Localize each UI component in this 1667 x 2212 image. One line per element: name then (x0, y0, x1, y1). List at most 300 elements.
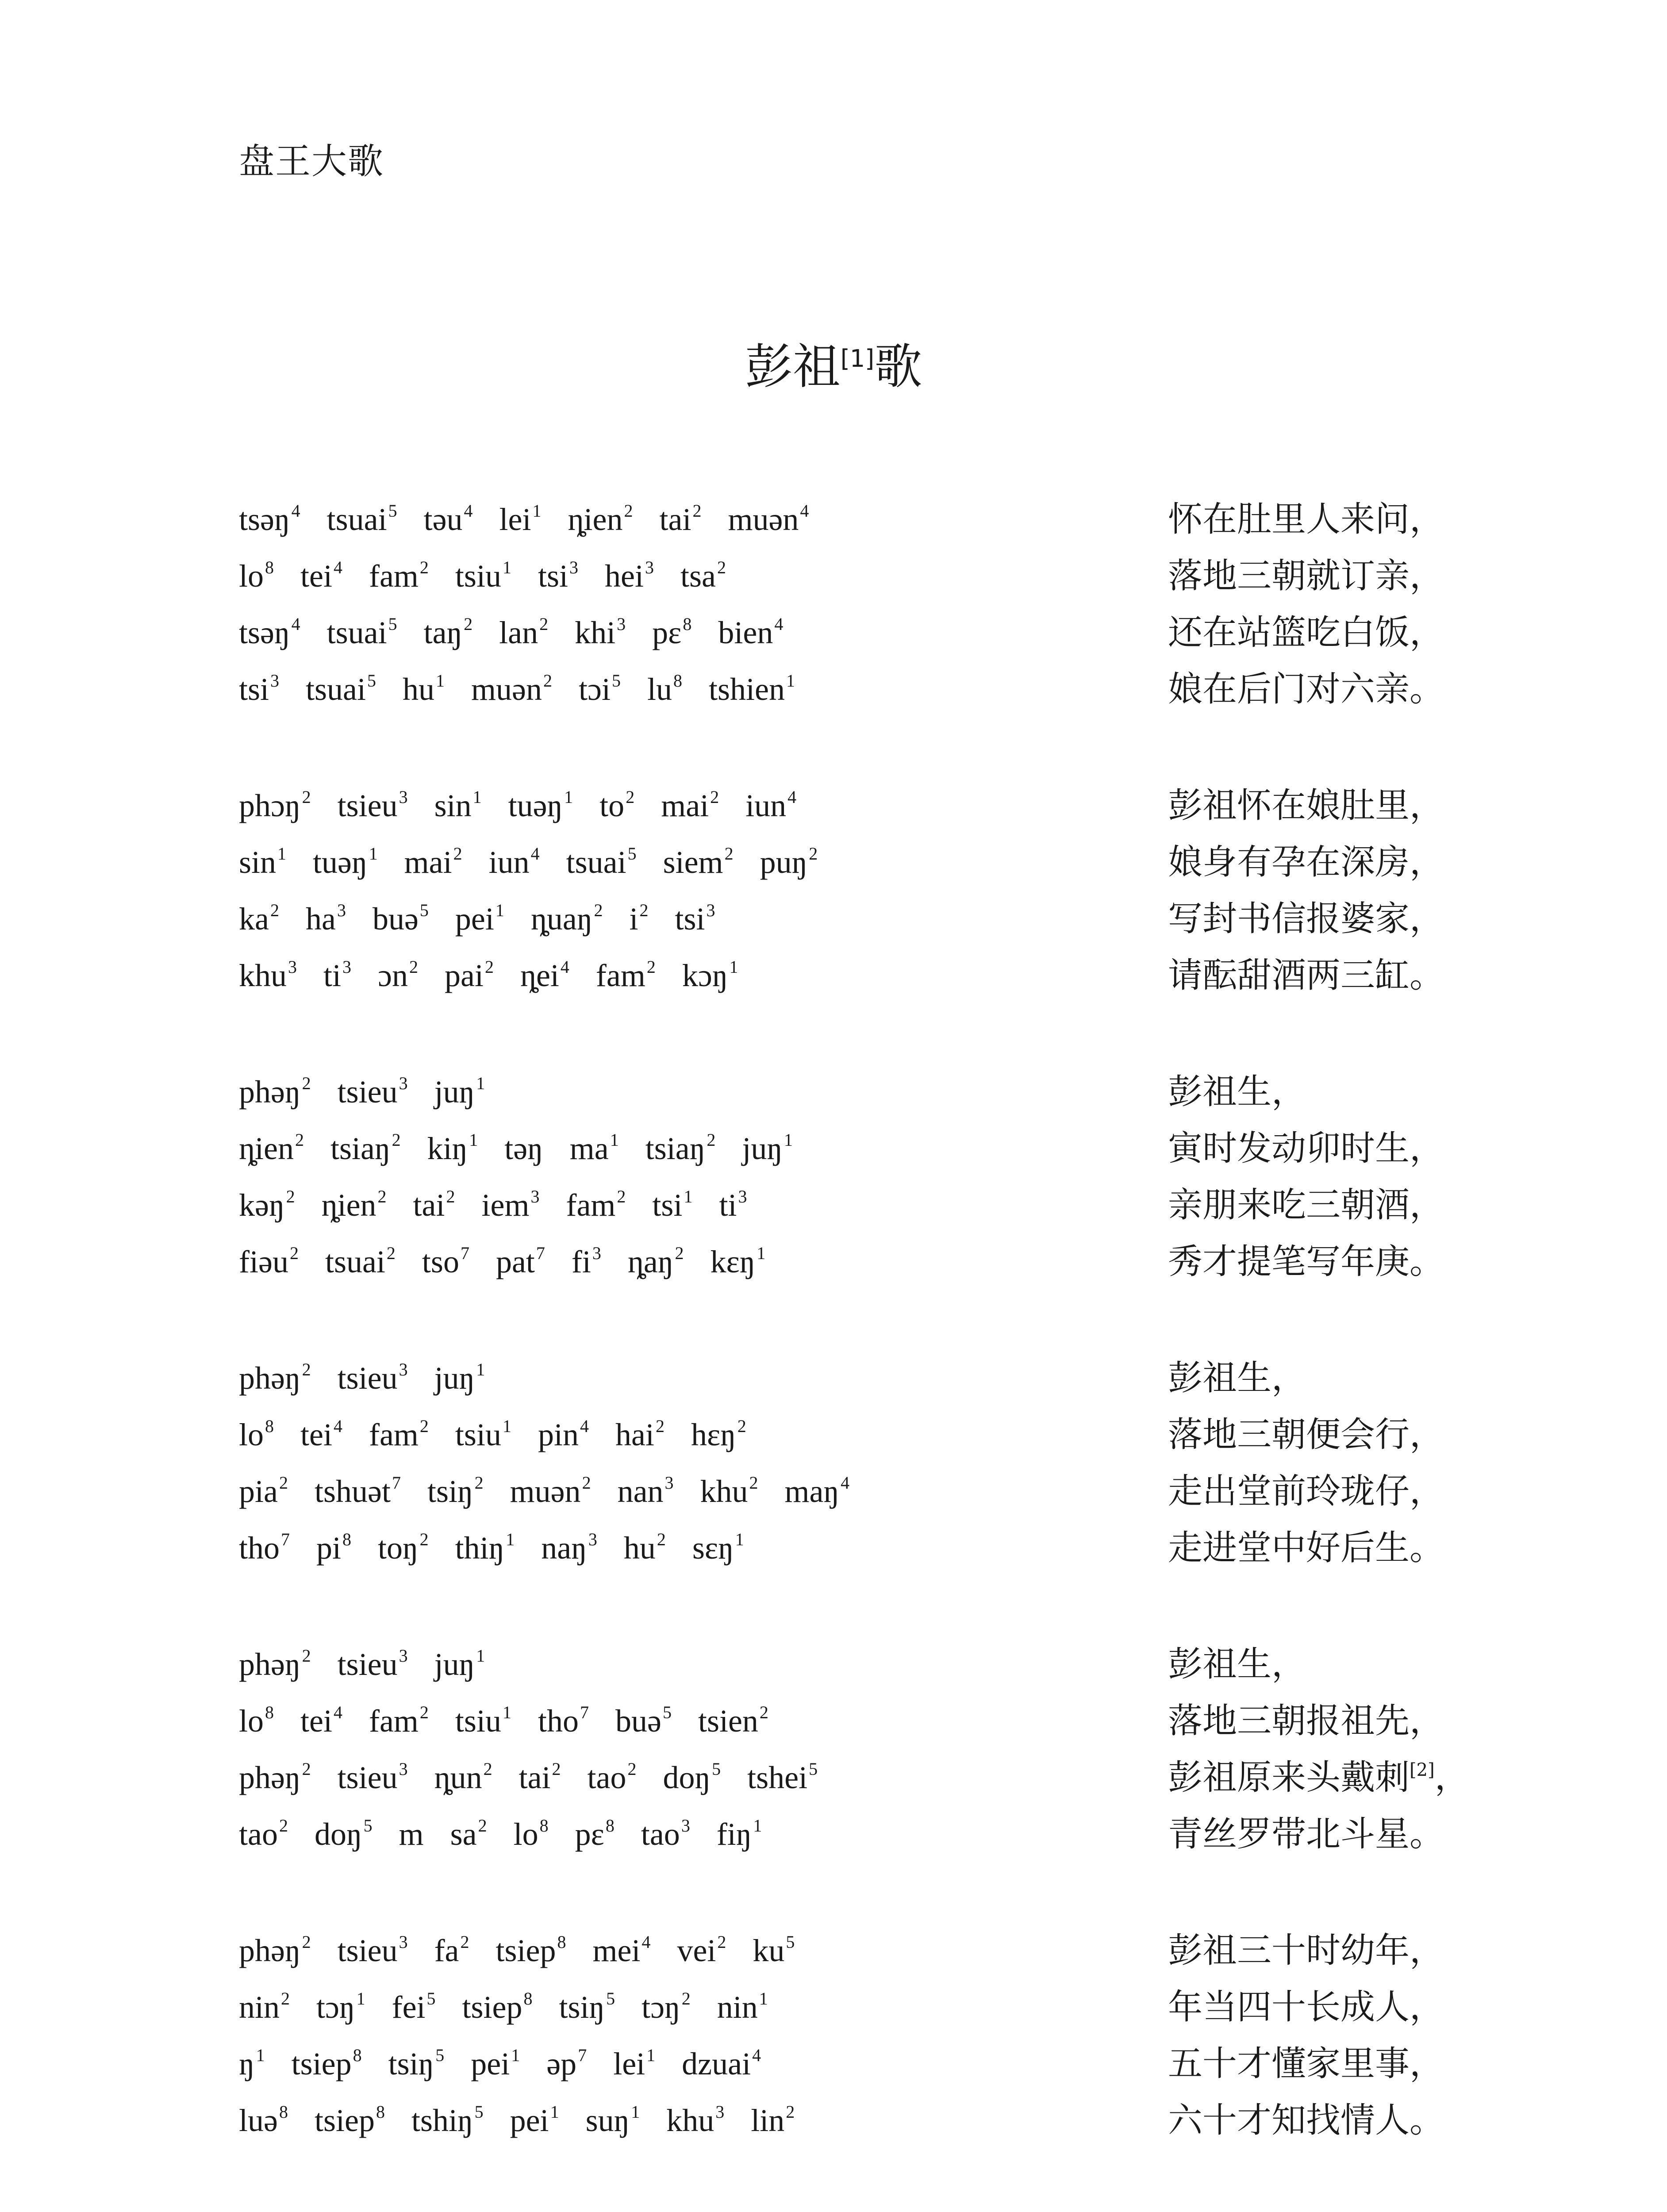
stanza (239, 1636, 1478, 1863)
tone-number: 4 (787, 787, 797, 807)
tone-number: 5 (363, 1816, 373, 1836)
syllable (369, 1693, 429, 1749)
tone-number: 2 (377, 1187, 387, 1206)
syllable-text: thiŋ (455, 1530, 505, 1566)
syllable-text: ti (719, 1187, 737, 1223)
chinese-punctuation: ， (1434, 1758, 1469, 1797)
romanized-line (239, 777, 1124, 834)
tone-number: 1 (511, 2045, 520, 2065)
syllable-text: tei (300, 558, 332, 594)
syllable-text: puŋ (760, 845, 808, 880)
tone-number: 2 (657, 1529, 666, 1549)
syllable (239, 604, 300, 661)
syllable (306, 661, 376, 718)
syllable (641, 1979, 691, 2035)
verse-line (239, 1806, 1478, 1863)
syllable-text: phəŋ (239, 1647, 301, 1682)
syllable (579, 661, 621, 718)
tone-number: 2 (626, 787, 635, 807)
syllable (378, 947, 418, 1004)
syllable (330, 1120, 401, 1177)
tone-number: 3 (569, 557, 578, 577)
syllable (510, 1463, 591, 1520)
chinese-line (1168, 1120, 1444, 1177)
syllable-text: tshiŋ (411, 2103, 473, 2138)
syllable (239, 1749, 311, 1806)
syllable-text: mai (404, 845, 452, 880)
syllable-text: fiŋ (716, 1816, 752, 1852)
romanized-line (239, 1922, 1124, 1979)
tone-number: 1 (476, 1359, 485, 1379)
romanized-line (239, 1806, 1124, 1863)
syllable-text: tho (538, 1703, 579, 1739)
romanized-line (239, 2035, 1124, 2092)
tone-number: 2 (302, 787, 311, 807)
verse-line (239, 2092, 1478, 2149)
verse-line (239, 1979, 1478, 2035)
tone-number: 3 (399, 1759, 408, 1779)
tone-number: 8 (265, 1702, 274, 1722)
chinese-text: 落地三朝就订亲， (1168, 556, 1444, 596)
syllable-text: pei (510, 2103, 549, 2138)
chinese-line (1168, 604, 1444, 661)
tone-number: 1 (532, 501, 542, 521)
syllable (538, 548, 578, 604)
syllable-text: vei (677, 1933, 716, 1968)
tone-number: 8 (353, 2045, 362, 2065)
tone-number: 5 (419, 900, 429, 920)
verse-line (239, 777, 1478, 834)
chinese-line (1168, 777, 1444, 834)
syllable-text: təu (423, 502, 463, 537)
tone-number: 1 (472, 787, 482, 807)
tone-number: 2 (270, 900, 279, 920)
verse-line (239, 1406, 1478, 1463)
tone-number: 4 (333, 557, 342, 577)
syllable (462, 1979, 533, 2035)
syllable (338, 1922, 408, 1979)
syllable-text: phəŋ (239, 1933, 301, 1968)
syllable-text: bien (718, 615, 773, 650)
romanized-line (239, 1636, 1124, 1693)
chinese-line (1168, 1520, 1444, 1576)
tone-number: 3 (588, 1529, 597, 1549)
chinese-text: 彭祖生， (1168, 1358, 1306, 1398)
syllable-text: tɔŋ (641, 1989, 680, 2025)
tone-number: 1 (684, 1187, 693, 1206)
syllable (239, 777, 311, 834)
syllable-text: buə (615, 1703, 661, 1739)
syllable-text: tsəŋ (239, 615, 290, 650)
syllable-text: dzuai (682, 2046, 751, 2081)
stanza (239, 1922, 1478, 2149)
syllable-text: tao (587, 1760, 626, 1795)
syllable-text: nan (617, 1474, 664, 1509)
syllable (675, 891, 715, 947)
syllable (424, 491, 473, 548)
romanized-line (239, 1693, 1124, 1749)
syllable (596, 947, 656, 1004)
syllable (514, 1806, 549, 1863)
syllable-text: ŋ (239, 2046, 255, 2081)
syllable-text: tshei (747, 1760, 808, 1795)
syllable (239, 1979, 290, 2035)
tone-number: 2 (386, 1243, 396, 1263)
syllable (239, 2092, 288, 2149)
tone-number: 8 (279, 2102, 288, 2122)
syllable-text: fam (595, 958, 645, 993)
syllable-text: kiŋ (427, 1131, 468, 1166)
chinese-text: 娘在后门对六亲。 (1168, 669, 1444, 709)
stanza (239, 777, 1478, 1004)
title-end: 歌 (874, 339, 922, 395)
tone-number: 4 (464, 501, 473, 521)
syllable (531, 891, 603, 947)
syllable-text: naŋ (541, 1530, 587, 1566)
syllable-text: doŋ (663, 1760, 711, 1795)
syllable (427, 1120, 478, 1177)
syllable (445, 947, 494, 1004)
tone-number: 2 (646, 957, 656, 977)
romanized-line (239, 1463, 1124, 1520)
tone-number: 4 (560, 957, 569, 977)
verse-line (239, 1064, 1478, 1120)
syllable-text: ȵien (321, 1187, 376, 1223)
chinese-text: 年当四十长成人， (1168, 1987, 1444, 2027)
syllable-text: mei (592, 1933, 641, 1968)
syllable (315, 1806, 373, 1863)
syllable-text: tsuai (326, 502, 387, 537)
title-footnote-marker: [1] (840, 345, 875, 373)
syllable (455, 1693, 511, 1749)
syllable-text: fiəu (239, 1244, 288, 1279)
tone-number: 8 (265, 557, 274, 577)
chinese-text: 走进堂中好后生。 (1168, 1528, 1444, 1568)
syllable-text: iun (488, 845, 530, 880)
syllable (427, 1463, 484, 1520)
syllable-text: iem (481, 1187, 530, 1223)
tone-number: 3 (681, 1816, 690, 1836)
syllable (322, 1177, 387, 1233)
syllable (709, 661, 795, 718)
tone-number: 2 (594, 900, 603, 920)
tone-number: 2 (675, 1243, 684, 1263)
syllable-text: hai (615, 1417, 654, 1452)
tone-number: 1 (502, 1416, 511, 1436)
syllable-text: tei (300, 1703, 332, 1739)
syllable (403, 661, 445, 718)
syllable (745, 777, 796, 834)
tone-number: 1 (564, 787, 573, 807)
tone-number: 1 (476, 1646, 485, 1666)
syllable-text: fam (369, 1417, 419, 1452)
syllable-text: əp (546, 2046, 577, 2081)
syllable (613, 2035, 655, 2092)
syllable-text: tei (300, 1417, 332, 1452)
syllable-text: tsi (675, 901, 705, 937)
tone-number: 4 (530, 844, 540, 864)
chinese-line (1168, 548, 1444, 604)
syllable (369, 548, 429, 604)
verse-line (239, 491, 1478, 548)
syllable-text: m (399, 1816, 424, 1852)
tone-number: 5 (786, 1932, 795, 1952)
syllable (541, 1520, 597, 1576)
syllable (747, 1749, 818, 1806)
tone-number: 2 (295, 1130, 304, 1150)
syllable-text: khu (239, 958, 287, 993)
syllable-text: pɛ (652, 615, 682, 650)
syllable-text: tsiu (455, 1703, 501, 1739)
verse-line (239, 1922, 1478, 1979)
syllable (753, 1922, 795, 1979)
syllable (666, 2092, 724, 2149)
syllable (306, 891, 346, 947)
syllable-text: tsa (680, 558, 716, 594)
syllable (496, 1922, 566, 1979)
tone-number: 5 (388, 614, 397, 634)
syllable (239, 2035, 265, 2092)
tone-number: 3 (342, 957, 352, 977)
syllable-text: pai (444, 958, 484, 993)
chinese-text: 请酝甜酒两三缸。 (1168, 956, 1444, 995)
syllable-text: fei (392, 1989, 426, 2025)
syllable (292, 2035, 362, 2092)
syllable-text: tho (239, 1530, 280, 1566)
verse-line (239, 1463, 1478, 1520)
syllable (692, 1520, 744, 1576)
syllable-text: tsiep (495, 1933, 556, 1968)
syllable-text: phəŋ (239, 1074, 301, 1110)
syllable (239, 548, 274, 604)
tone-number: 1 (436, 671, 445, 691)
syllable-text: nin (239, 1989, 280, 2025)
syllable (661, 777, 719, 834)
tone-number: 2 (717, 557, 726, 577)
syllable (327, 491, 397, 548)
tone-number: 2 (419, 1529, 429, 1549)
syllable (615, 1406, 664, 1463)
syllable-text: hu (623, 1530, 656, 1566)
syllable (615, 1693, 672, 1749)
tone-number: 4 (291, 614, 300, 634)
syllable-text: tai (659, 502, 691, 537)
tone-number: 2 (446, 1187, 455, 1206)
tone-number: 4 (774, 614, 784, 634)
syllable (575, 604, 626, 661)
tone-number: 4 (333, 1416, 342, 1436)
chinese-line (1168, 1749, 1469, 1806)
syllable-text: lei (613, 2046, 645, 2081)
tone-number: 1 (469, 1130, 478, 1150)
chinese-line (1168, 891, 1444, 947)
tone-number: 5 (611, 671, 621, 691)
syllable-text: tsəŋ (239, 502, 290, 537)
tone-number: 2 (655, 1416, 664, 1436)
syllable-text: maŋ (784, 1474, 840, 1509)
syllable-text: hɛŋ (691, 1417, 736, 1452)
tone-number: 7 (460, 1243, 469, 1263)
syllable-text: mai (661, 788, 709, 823)
tone-number: 8 (673, 671, 682, 691)
syllable (677, 1922, 726, 1979)
syllable (785, 1463, 850, 1520)
chinese-text: 彭祖原来头戴刺 (1168, 1758, 1410, 1797)
syllable-text: tsiaŋ (330, 1131, 391, 1166)
tone-number: 5 (809, 1759, 818, 1779)
syllable-text: tsiep (462, 1989, 522, 2025)
syllable (300, 548, 342, 604)
syllable (570, 1120, 619, 1177)
chinese-text: 青丝罗带北斗星。 (1168, 1814, 1444, 1854)
chinese-line (1168, 834, 1444, 891)
tone-number: 2 (809, 844, 818, 864)
romanized-line (239, 1177, 1124, 1233)
syllable (499, 491, 542, 548)
syllable-text: tso (422, 1244, 459, 1279)
syllable-text: toŋ (378, 1530, 419, 1566)
chinese-line (1168, 1233, 1444, 1290)
syllable (338, 1350, 408, 1406)
syllable-text: tsuai (306, 672, 366, 707)
syllable (239, 1177, 295, 1233)
syllable (691, 1406, 746, 1463)
tone-number: 2 (552, 1759, 561, 1779)
tone-number: 2 (759, 1702, 768, 1722)
tone-number: 3 (288, 957, 297, 977)
tone-number: 5 (367, 671, 376, 691)
tone-number: 5 (627, 844, 637, 864)
tone-number: 3 (399, 1932, 408, 1952)
chinese-text: 还在站篮吃白饭， (1168, 613, 1444, 653)
tone-number: 5 (388, 501, 397, 521)
syllable-text: tsi (652, 1187, 683, 1223)
tone-number: 7 (281, 1529, 290, 1549)
syllable-text: suŋ (585, 2103, 630, 2138)
chinese-line (1168, 1463, 1444, 1520)
syllable (388, 2035, 445, 2092)
syllable (575, 1806, 615, 1863)
syllable-text: tsieu (337, 1074, 398, 1110)
syllable (239, 491, 300, 548)
romanized-line (239, 2092, 1124, 2149)
tone-number: 8 (539, 1816, 549, 1836)
syllable (659, 491, 701, 548)
syllable-text: pei (471, 2046, 510, 2081)
syllable (239, 1922, 311, 1979)
syllable (538, 1693, 589, 1749)
syllable-text: doŋ (314, 1816, 362, 1852)
syllable-text: lu (647, 672, 672, 707)
verse-line (239, 1350, 1478, 1406)
syllable (325, 1233, 396, 1290)
syllable (682, 947, 738, 1004)
tone-number: 7 (536, 1243, 545, 1263)
romanized-line (239, 1233, 1124, 1290)
syllable-text: nin (717, 1989, 758, 2025)
syllable (628, 1233, 684, 1290)
stanza (239, 1064, 1478, 1290)
chinese-text: 彭祖怀在娘肚里， (1168, 786, 1444, 826)
syllable-text: ha (305, 901, 336, 937)
romanized-line (239, 1064, 1124, 1120)
syllable-text: taŋ (423, 615, 463, 650)
syllable-text: təŋ (504, 1131, 543, 1166)
syllable (316, 1520, 351, 1576)
chinese-line (1168, 661, 1444, 718)
syllable (471, 2035, 520, 2092)
syllable (404, 834, 462, 891)
syllable (434, 1064, 485, 1120)
tone-number: 2 (786, 2102, 795, 2122)
tone-number: 2 (478, 1816, 487, 1836)
syllable (510, 2092, 559, 2149)
syllable-text: tao (239, 1816, 278, 1852)
chinese-line (1168, 1064, 1306, 1120)
syllable (434, 1350, 485, 1406)
syllable (455, 891, 504, 947)
tone-number: 2 (582, 1473, 591, 1493)
syllable (239, 661, 279, 718)
romanized-line (239, 891, 1124, 947)
tone-number: 2 (302, 1759, 311, 1779)
syllable (239, 1636, 311, 1693)
syllable (618, 1463, 674, 1520)
verse-body (239, 491, 1478, 2208)
syllable (378, 1520, 429, 1576)
syllable-text: juŋ (434, 1647, 475, 1682)
tone-number: 1 (786, 671, 795, 691)
tone-number: 2 (717, 1932, 726, 1952)
syllable (682, 2035, 761, 2092)
syllable (482, 1177, 540, 1233)
syllable (300, 1693, 342, 1749)
romanized-line (239, 491, 1124, 548)
romanized-line (239, 947, 1124, 1004)
tone-number: 2 (707, 1130, 716, 1150)
syllable (717, 1979, 768, 2035)
syllable (605, 548, 654, 604)
syllable-text: phɔŋ (239, 788, 301, 823)
tone-number: 2 (543, 671, 552, 691)
tone-number: 4 (580, 1416, 589, 1436)
tone-number: 2 (279, 1473, 288, 1493)
syllable-text: juŋ (434, 1074, 475, 1110)
syllable-text: lo (239, 1417, 264, 1452)
romanized-line (239, 1120, 1124, 1177)
syllable (519, 1749, 561, 1806)
tone-number: 8 (376, 2102, 385, 2122)
syllable-text: tsiu (455, 1417, 501, 1452)
tone-number: 5 (426, 1989, 436, 2008)
tone-number: 4 (641, 1932, 651, 1952)
syllable (499, 604, 548, 661)
running-head: 盘王大歌 (239, 141, 384, 182)
tone-number: 1 (735, 1529, 744, 1549)
romanized-line (239, 661, 1124, 718)
tone-number: 2 (419, 1416, 429, 1436)
syllable (422, 1233, 469, 1290)
syllable-text: tsiŋ (427, 1474, 473, 1509)
tone-number: 2 (453, 844, 462, 864)
syllable-text: kəŋ (239, 1187, 285, 1223)
syllable (559, 1979, 615, 2035)
tone-number: 4 (333, 1702, 342, 1722)
syllable (373, 891, 429, 947)
verse-line (239, 1520, 1478, 1576)
syllable (599, 777, 634, 834)
syllable (586, 2092, 640, 2149)
